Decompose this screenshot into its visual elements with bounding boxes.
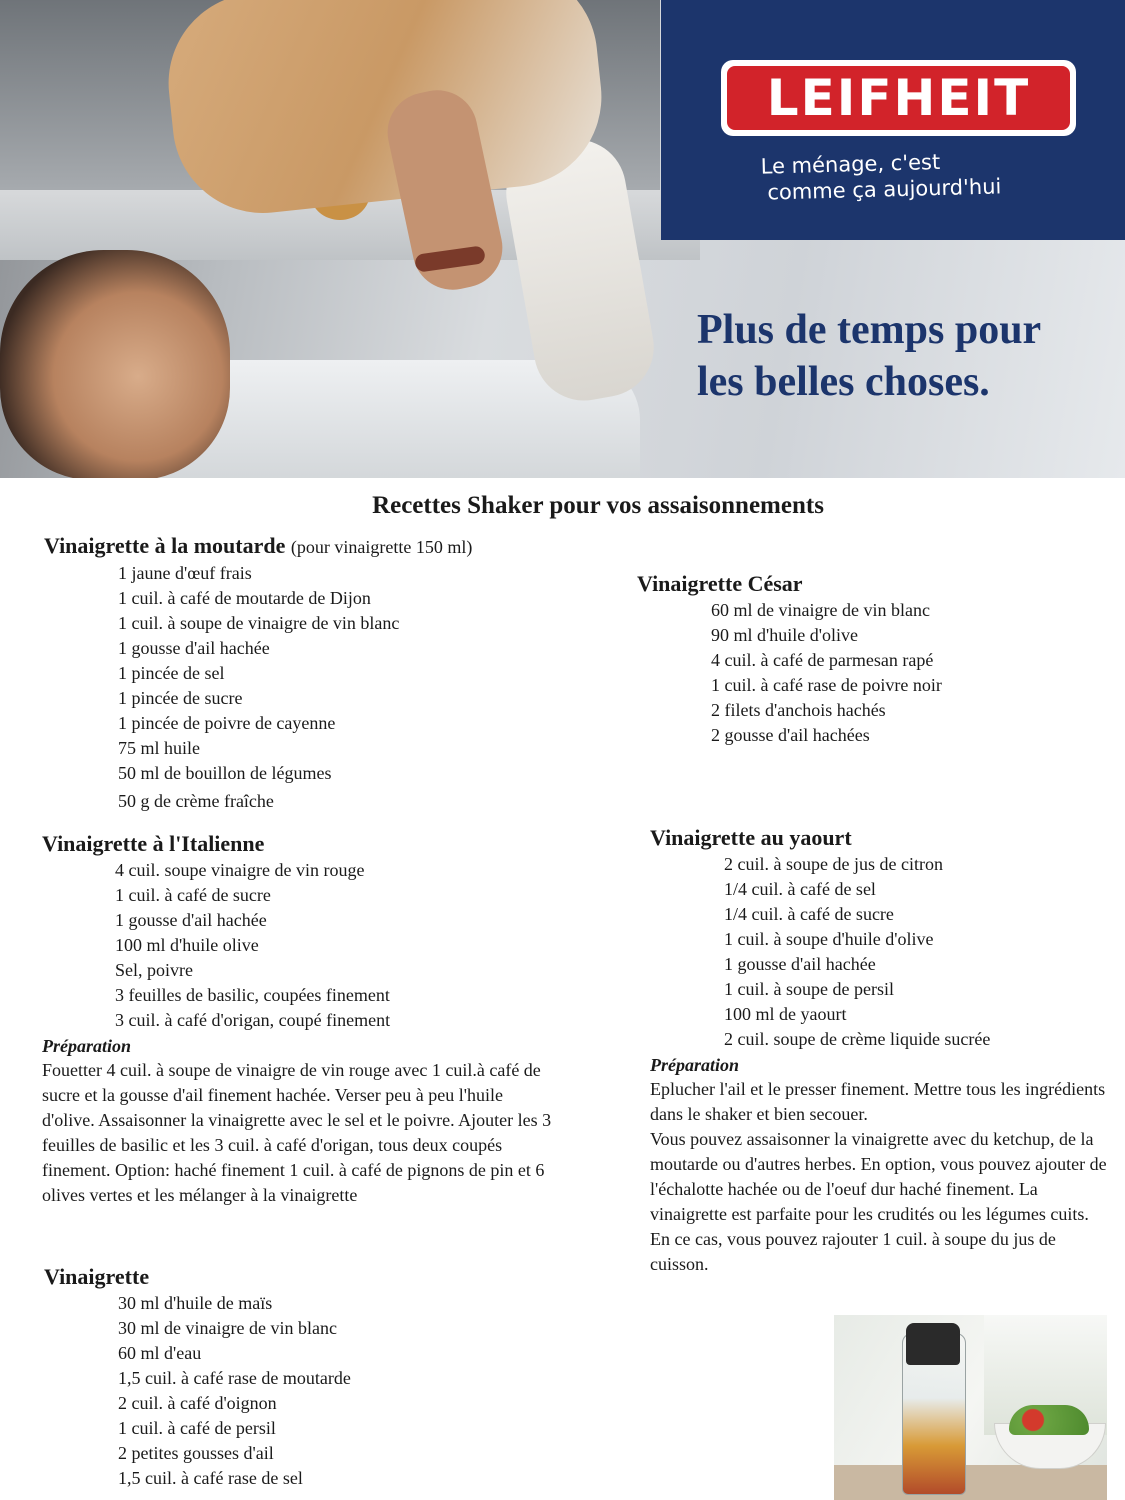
ingredient-item: 1 cuil. à café de sucre <box>115 885 271 905</box>
shaker-cap <box>906 1323 960 1365</box>
hero-headline <box>697 304 1117 408</box>
preparation-text: Eplucher l'ail et le presser finement. Mettre tous les ingrédients dans le shaker et bien secouer. <box>650 1079 1106 1124</box>
ingredient-item: 2 cuil. soupe de crème liquide sucrée <box>724 1029 991 1049</box>
ingredient-item: 1 gousse d'ail hachée <box>115 910 267 930</box>
recipe-title: Vinaigrette <box>44 1264 150 1289</box>
recipe-yaourt <box>650 824 1115 1277</box>
logo-wordmark: LEIFHEIT <box>766 69 1031 127</box>
recipe-cesar <box>637 570 1107 748</box>
ingredient-item: 2 cuil. à café d'oignon <box>118 1393 277 1413</box>
salad <box>1009 1405 1089 1435</box>
preparation-text: Fouetter 4 cuil. à soupe de vinaigre de vin rouge avec 1 cuil.à café de sucre et la gousse d'ail finement hachée. Verser peu à peu l'huile d'olive. Assaisonner la vinaigrette avec le sel et le poivre. Ajouter les 3 feuilles de basilic et les 3 cuil. à café d'origan, tous deux coupés finement. Option: haché finement 1 cuil. à café de pignons de pin et 6 olives vertes et les mélanger à la vinaigrette <box>42 1060 552 1205</box>
ingredient-item: 2 gousse d'ail hachées <box>711 725 870 745</box>
ingredient-item: 3 feuilles de basilic, coupées finement <box>115 985 390 1005</box>
ingredient-item: 1 gousse d'ail hachée <box>724 954 876 974</box>
recipe-title <box>44 532 604 561</box>
ingredient-list <box>118 1291 544 1491</box>
tagline-line-2: comme ça aujourd'hui <box>767 174 1002 205</box>
kitchen-counter <box>834 1465 1107 1500</box>
ingredient-list <box>724 852 1115 1052</box>
ingredient-item: 100 ml de yaourt <box>724 1004 847 1024</box>
ingredient-item: 3 cuil. à café d'origan, coupé finement <box>115 1010 391 1030</box>
brand-tagline <box>760 146 1041 205</box>
ingredient-item: 90 ml d'huile d'olive <box>711 625 858 645</box>
ingredient-item: 75 ml huile <box>118 738 200 758</box>
ingredient-item: 30 ml d'huile de maïs <box>118 1293 273 1313</box>
ingredient-item: 1 pincée de poivre de cayenne <box>118 713 336 733</box>
headline-line-1: Plus de temps pour <box>697 307 1042 353</box>
ingredient-item: 1 cuil. à soupe d'huile d'olive <box>724 929 934 949</box>
ingredient-item: 60 ml de vinaigre de vin blanc <box>711 600 930 620</box>
ingredient-list <box>115 858 562 1033</box>
ingredient-list <box>118 561 604 814</box>
preparation-label: Préparation <box>650 1055 740 1075</box>
recipe-moutarde <box>44 532 604 814</box>
ingredient-item: 1 cuil. à soupe de persil <box>724 979 894 999</box>
ingredient-item: 1,5 cuil. à café rase de moutarde <box>118 1368 351 1388</box>
ingredient-item: 1 jaune d'œuf frais <box>118 563 252 583</box>
ingredient-item: 1 cuil. à café de moutarde de Dijon <box>118 588 371 608</box>
headline-line-2: les belles choses. <box>697 359 990 405</box>
ingredient-item: 1 pincée de sel <box>118 663 225 683</box>
shaker-product-photo <box>834 1315 1107 1500</box>
ingredient-item: 4 cuil. soupe vinaigre de vin rouge <box>115 860 365 880</box>
recipe-title: Vinaigrette au yaourt <box>650 825 852 850</box>
ingredient-list <box>711 598 1107 748</box>
ingredient-item: 30 ml de vinaigre de vin blanc <box>118 1318 337 1338</box>
ingredient-item: 1 cuil. à café rase de poivre noir <box>711 675 942 695</box>
preparation-text-option: Vous pouvez assaisonner la vinaigrette avec du ketchup, de la moutarde ou d'autres herbes. En option, vous pouvez ajouter de l'échalotte hachée ou de l'oeuf dur haché finement. La vinaigrette est parfaite pour les crudités ou les légumes cuits. En ce cas, vous pouvez rajouter 1 cuil. à soupe du jus de cuisson. <box>650 1129 1107 1274</box>
ingredient-item: 4 cuil. à café de parmesan rapé <box>711 650 934 670</box>
ingredient-item: 2 filets d'anchois hachés <box>711 700 886 720</box>
recipe-title: Vinaigrette à l'Italienne <box>42 831 265 856</box>
ingredient-item: 50 g de crème fraîche <box>118 791 274 811</box>
recipe-note: (pour vinaigrette 150 ml) <box>290 537 473 557</box>
recipe-italienne <box>42 830 562 1208</box>
leifheit-logo <box>721 60 1076 136</box>
ingredient-item: 2 cuil. à soupe de jus de citron <box>724 854 943 874</box>
ingredient-item: 1/4 cuil. à café de sel <box>724 879 876 899</box>
ingredient-item: Sel, poivre <box>115 960 193 980</box>
ingredient-item: 50 ml de bouillon de légumes <box>118 763 332 783</box>
ingredient-item: 1 cuil. à café de persil <box>118 1418 276 1438</box>
ingredient-item: 1 cuil. à soupe de vinaigre de vin blanc <box>118 613 400 633</box>
logo-badge <box>727 66 1070 130</box>
preparation-label: Préparation <box>42 1036 132 1056</box>
recipe-title-text: Vinaigrette à la moutarde <box>44 533 286 558</box>
ingredient-item: 1 pincée de sucre <box>118 688 243 708</box>
tagline-line-1: Le ménage, c'est <box>760 149 941 179</box>
recipe-vinaigrette <box>44 1263 544 1491</box>
document-title: Recettes Shaker pour vos assaisonnements <box>372 492 824 519</box>
ingredient-item: 60 ml d'eau <box>118 1343 202 1363</box>
ingredient-item: 100 ml d'huile olive <box>115 935 259 955</box>
ingredient-item: 1,5 cuil. à café rase de sel <box>118 1468 303 1488</box>
man-face <box>0 250 230 478</box>
ingredient-item: 2 petites gousses d'ail <box>118 1443 274 1463</box>
brand-panel <box>661 0 1125 240</box>
recipe-title: Vinaigrette César <box>637 571 803 596</box>
ingredient-item: 1 gousse d'ail hachée <box>118 638 270 658</box>
ingredient-item: 1/4 cuil. à café de sucre <box>724 904 894 924</box>
